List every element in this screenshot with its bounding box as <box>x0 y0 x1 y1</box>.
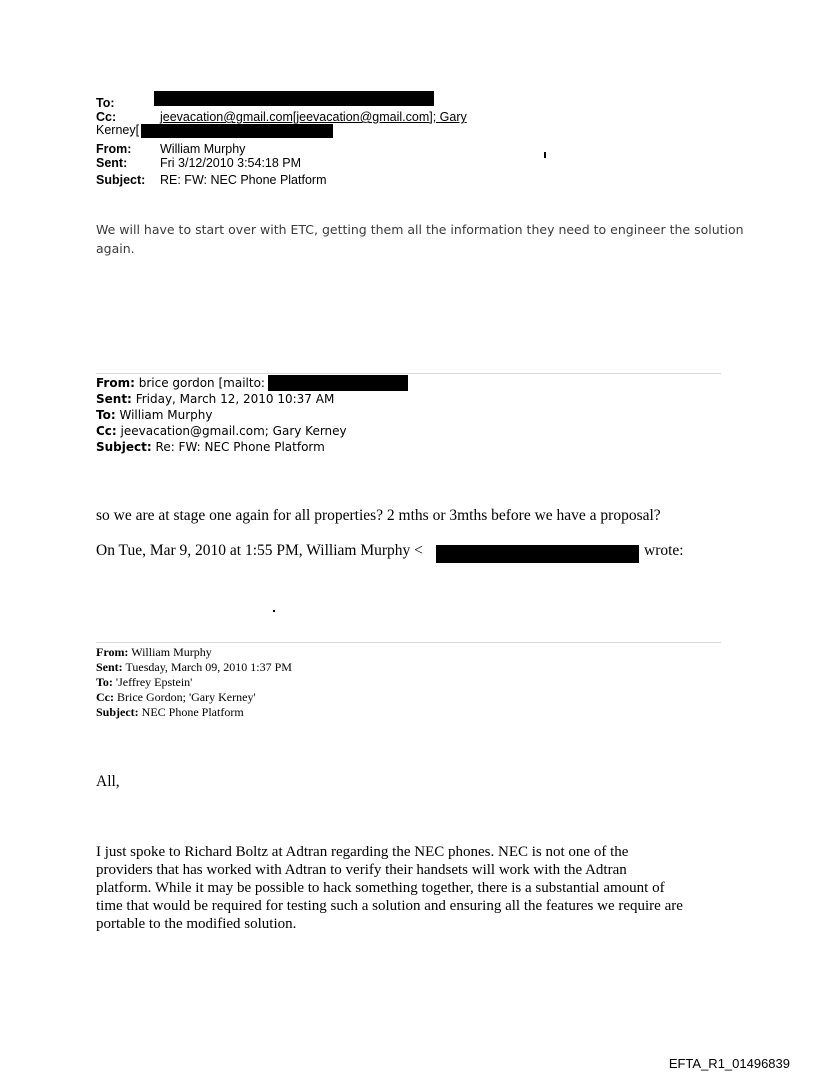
cc-value: jeevacation@gmail.com; Gary Kerney <box>120 424 347 438</box>
cc-label: Cc: <box>96 690 114 704</box>
paragraph-line: I just spoke to Richard Boltz at Adtran regarding the NEC phones. NEC is not one of the <box>96 844 629 860</box>
to-label: To: <box>96 96 115 110</box>
email2-body: so we are at stage one again for all properties? 2 mths or 3mths before we have a proposal? <box>96 507 661 524</box>
redaction-box <box>154 91 434 106</box>
from-label: From: <box>96 142 132 156</box>
sent-value: Fri 3/12/2010 3:54:18 PM <box>160 156 302 170</box>
email3-paragraph <box>96 843 683 933</box>
paragraph-line: providers that has worked with Adtran to verify their handsets will work with the Adtran <box>96 862 627 878</box>
subject-value: Re: FW: NEC Phone Platform <box>155 440 325 454</box>
divider <box>96 642 721 643</box>
redaction-box <box>436 545 639 563</box>
redaction-box <box>141 124 333 138</box>
cc-continuation: Kerney[ <box>96 123 140 137</box>
cc-label: Cc: <box>96 110 117 124</box>
subject-label: Subject: <box>96 173 146 187</box>
cc-value: Brice Gordon; 'Gary Kerney' <box>117 690 256 704</box>
body-line: We will have to start over with ETC, getting them all the information they need to engineer the solution <box>96 222 744 237</box>
sent-label: Sent: <box>96 156 128 170</box>
to-value: 'Jeffrey Epstein' <box>115 675 193 689</box>
email3-greeting: All, <box>96 773 120 790</box>
from-value: William Murphy <box>131 645 212 659</box>
subject-label: Subject: <box>96 705 139 719</box>
sent-label: Sent: <box>96 660 123 674</box>
cc-label: Cc: <box>96 424 117 438</box>
paragraph-line: time that would be required for testing such a solution and ensuring all the features we require are <box>96 898 683 914</box>
paragraph-line: platform. While it may be possible to hack something together, there is a substantial amount of <box>96 880 665 896</box>
quote-intro-suffix: wrote: <box>644 542 684 559</box>
to-value: William Murphy <box>119 408 213 422</box>
from-label: From: <box>96 645 129 659</box>
from-label: From: <box>96 376 135 390</box>
sent-value: Tuesday, March 09, 2010 1:37 PM <box>125 660 292 674</box>
from-value: brice gordon [mailto: <box>138 376 265 390</box>
subject-value: NEC Phone Platform <box>141 705 244 719</box>
sent-value: Friday, March 12, 2010 10:37 AM <box>135 392 335 406</box>
document-id: EFTA_R1_01496839 <box>668 1056 790 1071</box>
quote-intro-prefix: On Tue, Mar 9, 2010 at 1:55 PM, William Murphy < <box>96 542 423 559</box>
divider <box>96 373 721 374</box>
subject-value: RE: FW: NEC Phone Platform <box>160 173 327 187</box>
paragraph-line: portable to the modified solution. <box>96 916 297 932</box>
redaction-box <box>268 375 408 391</box>
stray-mark <box>273 610 275 612</box>
to-label: To: <box>96 675 113 689</box>
stray-mark <box>544 152 546 158</box>
to-label: To: <box>96 408 116 422</box>
from-value: William Murphy <box>160 142 246 156</box>
cc-value: jeevacation@gmail.com[jeevacation@gmail.com]; Gary <box>160 110 467 124</box>
subject-label: Subject: <box>96 440 152 454</box>
body-line: again. <box>96 241 135 256</box>
sent-label: Sent: <box>96 392 132 406</box>
